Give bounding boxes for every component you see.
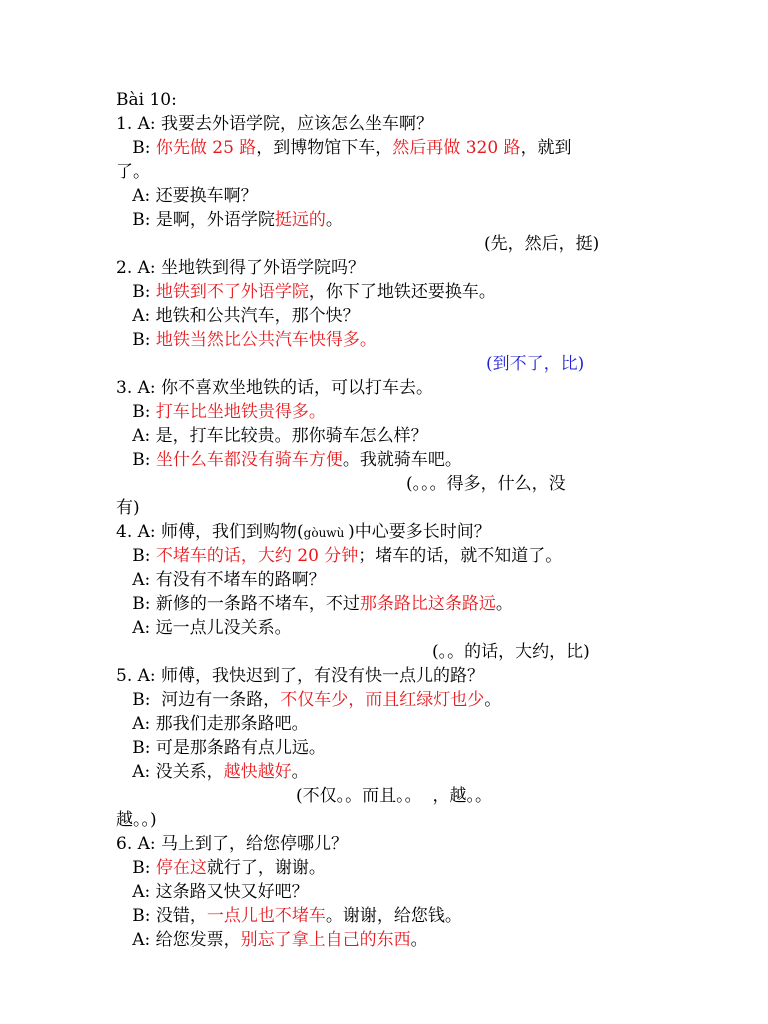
- answer-text: 那条路比这条路远: [359, 594, 496, 614]
- text-line: [116, 208, 768, 232]
- text-segment: 1. A: 我要去外语学院，应该怎么坐车啊？: [116, 114, 434, 134]
- text-segment: B:: [116, 138, 156, 158]
- answer-text: 然后再做 320 路: [392, 138, 521, 158]
- text-segment: 。: [325, 210, 343, 230]
- text-segment: B: 没错，: [116, 906, 207, 926]
- text-segment: 2. A: 坐地铁到得了外语学院吗？: [116, 258, 366, 278]
- text-line: [116, 808, 768, 832]
- text-line: [296, 784, 768, 808]
- text-segment: ，就到: [520, 138, 572, 158]
- text-segment: A: 那我们走那条路吧。: [116, 714, 309, 734]
- text-line: [406, 472, 768, 496]
- text-segment: B:: [116, 858, 156, 878]
- text-segment: 6. A: 马上到了，给您停哪儿？: [116, 834, 349, 854]
- answer-text: 越快越好: [223, 762, 292, 782]
- text-line: [116, 520, 768, 545]
- text-segment: B: 是啊，外语学院: [116, 210, 275, 230]
- text-segment: A: 是，打车比较贵。那你骑车怎么样？: [116, 426, 428, 446]
- text-line: [116, 376, 768, 400]
- text-segment: A: 地铁和公共汽车，那个快？: [116, 306, 360, 326]
- text-segment: B:: [116, 546, 156, 566]
- text-segment: 。: [410, 930, 428, 950]
- text-segment: A: 这条路又快又好吧？: [116, 882, 309, 902]
- text-segment: 。: [291, 762, 309, 782]
- text-segment: A: 远一点儿没关系。: [116, 618, 292, 638]
- answer-text: 打车比坐地铁贵得多。: [155, 402, 326, 422]
- text-line: [116, 664, 768, 688]
- text-line: [116, 256, 768, 280]
- text-line: [116, 616, 768, 640]
- answer-text: 地铁当然比公共汽车快得多。: [155, 330, 377, 350]
- text-segment: B: 河边有一条路，: [116, 690, 281, 710]
- answer-text: 一点儿也不堵车: [206, 906, 326, 926]
- text-line: [116, 544, 768, 568]
- answer-text: 不堵车的话，大约 20 分钟: [155, 546, 359, 566]
- text-line: [116, 496, 768, 520]
- text-line: [116, 904, 768, 928]
- text-segment: B:: [116, 450, 156, 470]
- answer-text: 地铁到不了外语学院: [155, 282, 309, 302]
- text-line: [116, 448, 768, 472]
- text-line: [116, 736, 768, 760]
- text-line: [116, 328, 768, 352]
- text-line: [432, 640, 768, 664]
- text-segment: B: 新修的一条路不堵车，不过: [116, 594, 360, 614]
- lesson-heading: Bài 10:: [116, 90, 177, 110]
- text-segment: (先，然后，挺): [484, 234, 600, 254]
- text-segment: (。。。得多，什么，没: [406, 474, 566, 494]
- answer-text: 停在这: [155, 858, 207, 878]
- text-line: [116, 568, 768, 592]
- answer-text: 坐什么车都没有骑车方便: [155, 450, 343, 470]
- text-line: [116, 184, 768, 208]
- text-segment: B:: [116, 330, 156, 350]
- grammar-hint: (到不了，比): [486, 354, 585, 374]
- text-segment: B: 可是那条路有点儿远。: [116, 738, 326, 758]
- text-line: [116, 424, 768, 448]
- text-line: [116, 136, 768, 160]
- text-line: [116, 160, 768, 184]
- text-line: [116, 856, 768, 880]
- text-segment: (。。的话，大约，比): [432, 642, 590, 662]
- text-segment: gòuwù: [303, 526, 349, 540]
- text-line: [116, 760, 768, 784]
- text-segment: A: 有没有不堵车的路啊？: [116, 570, 326, 590]
- answer-text: 你先做 25 路: [155, 138, 257, 158]
- text-segment: A: 还要换车啊？: [116, 186, 258, 206]
- text-segment: A: 没关系，: [116, 762, 224, 782]
- text-segment: B:: [116, 402, 156, 422]
- text-segment: 。谢谢，给您钱。: [325, 906, 462, 926]
- text-segment: B:: [116, 282, 156, 302]
- text-line: [116, 928, 768, 952]
- text-segment: 。: [484, 690, 502, 710]
- text-line: [116, 688, 768, 712]
- text-segment: 5. A: 师傅，我快迟到了，有没有快一点儿的路？: [116, 666, 485, 686]
- text-segment: 有): [116, 498, 140, 518]
- text-line: [486, 352, 768, 376]
- text-segment: 了。: [116, 162, 150, 182]
- answer-text: 不仅车少，而且红绿灯也少: [280, 690, 485, 710]
- text-segment: 越。。): [116, 810, 157, 830]
- text-line: [116, 112, 768, 136]
- answer-text: 别忘了拿上自己的东西: [240, 930, 411, 950]
- text-segment: 就行了，谢谢。: [206, 858, 326, 878]
- text-segment: 4. A: 师傅，我们到购物(: [116, 522, 304, 542]
- text-segment: (不仅。。而且。。 ，越。。: [296, 786, 492, 806]
- text-line: [116, 592, 768, 616]
- text-line: [484, 232, 768, 256]
- text-line: [116, 400, 768, 424]
- text-segment: )中心要多长时间？: [348, 522, 491, 542]
- text-line: [116, 304, 768, 328]
- text-segment: 。我就骑车吧。: [342, 450, 462, 470]
- text-segment: ，到博物馆下车，: [256, 138, 393, 158]
- text-segment: ；堵车的话，就不知道了。: [358, 546, 563, 566]
- text-line: [116, 880, 768, 904]
- answer-text: 挺远的: [274, 210, 326, 230]
- text-segment: A: 给您发票，: [116, 930, 241, 950]
- text-line: [116, 712, 768, 736]
- text-segment: 3. A: 你不喜欢坐地铁的话，可以打车去。: [116, 378, 434, 398]
- text-line: [116, 832, 768, 856]
- text-segment: ，你下了地铁还要换车。: [308, 282, 496, 302]
- text-line: [116, 280, 768, 304]
- text-segment: 。: [495, 594, 513, 614]
